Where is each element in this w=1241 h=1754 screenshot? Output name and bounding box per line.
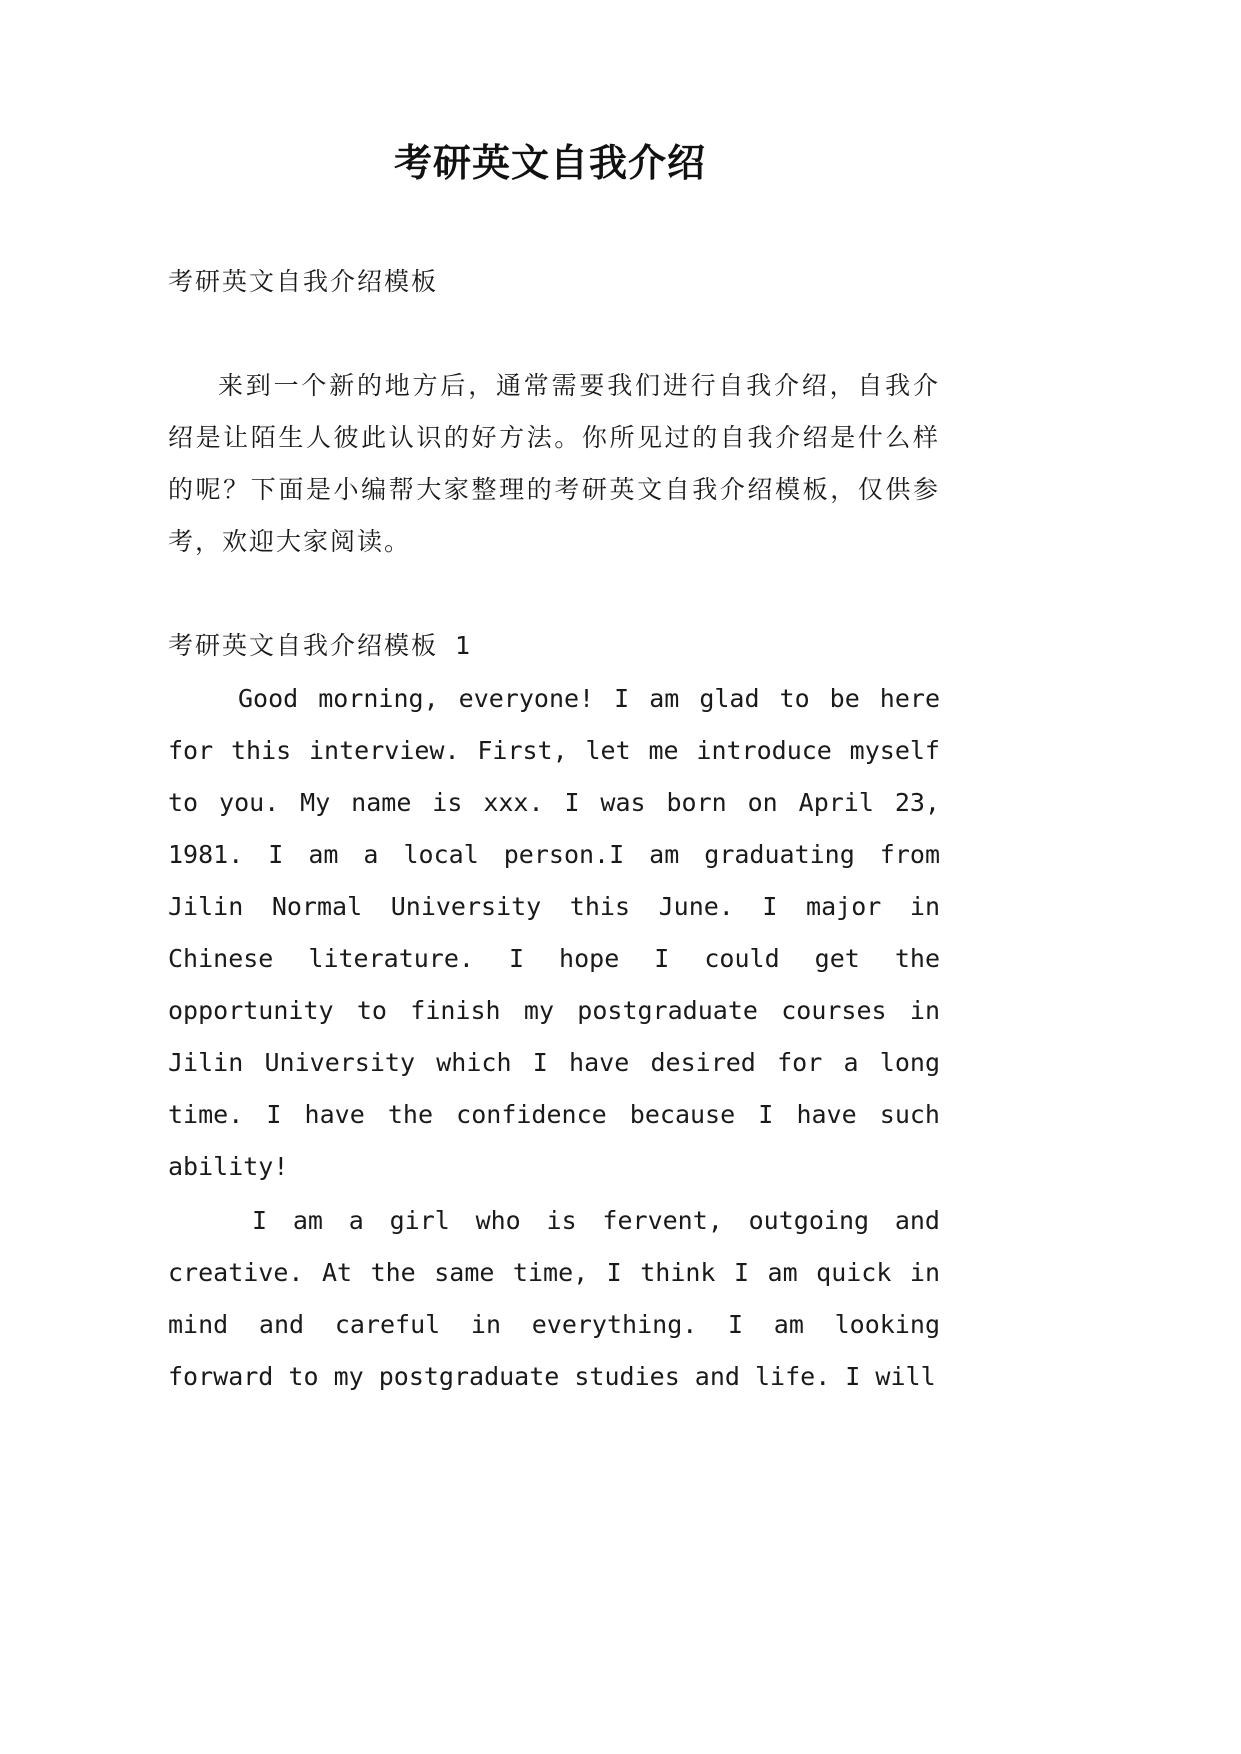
document-title: 考研英文自我介绍 — [393, 140, 706, 185]
intro-paragraph: 来到一个新的地方后，通常需要我们进行自我介绍，自我介绍是让陌生人彼此认识的好方法。你所见过的自我介绍是什么样的呢？下面是小编帮大家整理的考研英文自我介绍模板，仅供参考，欢迎大家阅读。 — [168, 371, 940, 556]
document-subtitle: 考研英文自我介绍模板 — [168, 267, 439, 296]
body-paragraph: I am a girl who is fervent, outgoing and creative. At the same time, I think I am quick in mind and careful in everything. I am looking forward to my postgraduate studies and life. I will — [168, 1206, 940, 1391]
body-paragraph: Good morning, everyone! I am glad to be here for this interview. First, let me introduce myself to you. My name is xxx. I was born on April 23, 1981. I am a local person.I am graduating from Jilin Normal University this June. I major in Chinese literature. I hope I could get the opportunity to finish my postgraduate courses in Jilin University which I have desired for a long time. I have the confidence because I have such ability! — [168, 684, 940, 1181]
section-heading: 考研英文自我介绍模板 1 — [168, 631, 473, 660]
